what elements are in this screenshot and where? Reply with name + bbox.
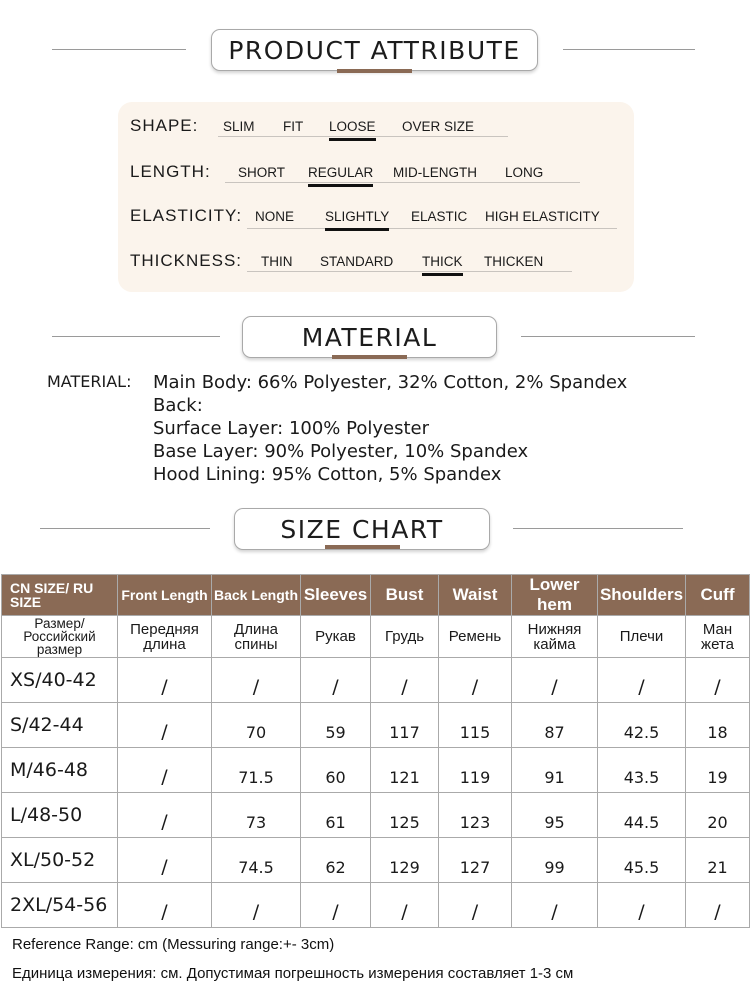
attribute-option: THIN bbox=[261, 254, 293, 269]
title-accent-bar bbox=[332, 355, 407, 359]
column-header-ru: Длина спины bbox=[212, 616, 301, 658]
cell-value: / bbox=[401, 676, 408, 698]
attribute-baseline bbox=[225, 182, 580, 183]
table-cell bbox=[301, 793, 371, 838]
title-rule-right bbox=[563, 49, 695, 50]
cell-value: / bbox=[161, 856, 168, 878]
title-rule-left bbox=[52, 49, 186, 50]
column-header-ru: Размер/ Российский размер bbox=[2, 616, 118, 658]
size-cell: XS/40-42 bbox=[2, 658, 118, 703]
attribute-label: SHAPE: bbox=[130, 116, 199, 135]
section-title-text: MATERIAL bbox=[301, 322, 438, 352]
table-cell bbox=[371, 748, 439, 793]
cell-value: 129 bbox=[389, 857, 420, 877]
table-cell bbox=[118, 883, 212, 928]
table-cell bbox=[212, 748, 301, 793]
attribute-option: STANDARD bbox=[320, 254, 394, 269]
cell-value: 20 bbox=[707, 812, 728, 832]
size-chart-table bbox=[1, 574, 750, 928]
table-cell bbox=[598, 838, 686, 883]
table-cell bbox=[439, 748, 512, 793]
attribute-option: LONG bbox=[505, 165, 544, 180]
column-header: Shoulders bbox=[598, 575, 686, 616]
column-header: Lower hem bbox=[512, 575, 598, 616]
table-row bbox=[2, 883, 750, 928]
table-cell bbox=[598, 703, 686, 748]
table-cell bbox=[439, 703, 512, 748]
table-row bbox=[2, 838, 750, 883]
cell-value: 121 bbox=[389, 767, 420, 787]
attribute-option-selected: SLIGHTLY bbox=[325, 209, 390, 224]
table-cell bbox=[686, 793, 750, 838]
table-cell bbox=[598, 658, 686, 703]
attribute-label: THICKNESS: bbox=[130, 251, 243, 270]
attribute-option: FIT bbox=[283, 119, 304, 134]
table-cell bbox=[439, 838, 512, 883]
table-row bbox=[2, 748, 750, 793]
section-title-material bbox=[242, 316, 497, 358]
title-rule-left bbox=[52, 336, 220, 337]
cell-value: 44.5 bbox=[623, 812, 660, 832]
table-cell bbox=[212, 658, 301, 703]
table-cell bbox=[301, 658, 371, 703]
column-header-ru: Грудь bbox=[371, 616, 439, 658]
attribute-option: SLIM bbox=[223, 119, 255, 134]
table-header-row bbox=[2, 575, 750, 616]
attribute-row-thickness bbox=[130, 251, 620, 281]
attribute-option: HIGH ELASTICITY bbox=[485, 209, 600, 224]
attribute-row-shape bbox=[130, 116, 620, 146]
column-header: Bust bbox=[371, 575, 439, 616]
table-cell bbox=[439, 793, 512, 838]
title-rule-left bbox=[40, 528, 210, 529]
attribute-baseline bbox=[247, 271, 572, 272]
cell-value: 99 bbox=[544, 857, 565, 877]
table-cell bbox=[212, 838, 301, 883]
table-cell bbox=[118, 748, 212, 793]
column-header: Sleeves bbox=[301, 575, 371, 616]
table-cell bbox=[371, 793, 439, 838]
cell-value: 117 bbox=[389, 722, 420, 742]
attribute-baseline bbox=[218, 136, 508, 137]
cell-value: 115 bbox=[459, 722, 491, 742]
table-cell bbox=[598, 883, 686, 928]
table-cell bbox=[439, 883, 512, 928]
cell-value: 19 bbox=[707, 767, 728, 787]
reference-range-note-ru: Единица измерения: см. Допустимая погрешность измерения составляет 1-3 см bbox=[12, 965, 574, 982]
table-row bbox=[2, 793, 750, 838]
cell-value: 59 bbox=[325, 722, 346, 742]
cell-value: / bbox=[252, 676, 260, 698]
table-cell bbox=[301, 838, 371, 883]
attribute-baseline bbox=[247, 228, 617, 229]
column-header-ru: Рукав bbox=[301, 616, 371, 658]
table-cell bbox=[371, 883, 439, 928]
attribute-row-elasticity bbox=[130, 206, 630, 236]
section-title-text: PRODUCT ATTRIBUTE bbox=[228, 35, 521, 65]
column-header-ru: Ремень bbox=[439, 616, 512, 658]
table-row bbox=[2, 703, 750, 748]
table-cell bbox=[371, 703, 439, 748]
cell-value: / bbox=[551, 901, 558, 923]
table-cell bbox=[118, 838, 212, 883]
cell-value: / bbox=[161, 811, 168, 833]
table-cell bbox=[301, 703, 371, 748]
section-title-text: SIZE CHART bbox=[280, 514, 444, 544]
size-cell: XL/50-52 bbox=[2, 838, 118, 883]
table-cell bbox=[686, 838, 750, 883]
cell-value: 60 bbox=[325, 767, 346, 787]
attribute-option: SHORT bbox=[238, 165, 286, 180]
material-line: Surface Layer: 100% Polyester bbox=[153, 418, 429, 439]
column-header-ru: Нижняя кайма bbox=[512, 616, 598, 658]
section-title-product-attribute bbox=[211, 29, 538, 71]
table-row bbox=[2, 658, 750, 703]
attribute-label: LENGTH: bbox=[130, 162, 211, 181]
cell-value: / bbox=[252, 901, 260, 923]
table-cell bbox=[512, 838, 598, 883]
attribute-option: OVER SIZE bbox=[402, 119, 475, 134]
material-line: Hood Lining: 95% Cotton, 5% Spandex bbox=[153, 464, 502, 485]
attribute-row-length bbox=[130, 162, 620, 192]
material-line: Base Layer: 90% Polyester, 10% Spandex bbox=[153, 441, 529, 462]
cell-value: 123 bbox=[459, 812, 491, 832]
cell-value: 119 bbox=[459, 767, 491, 787]
size-table-body bbox=[2, 658, 750, 928]
cell-value: 42.5 bbox=[623, 722, 660, 742]
attribute-option: ELASTIC bbox=[411, 209, 468, 224]
table-cell bbox=[598, 793, 686, 838]
cell-value: 71.5 bbox=[238, 767, 274, 787]
size-cell: S/42-44 bbox=[2, 703, 118, 748]
title-accent-bar bbox=[325, 545, 400, 549]
material-line: Main Body: 66% Polyester, 32% Cotton, 2% Spandex bbox=[153, 372, 628, 393]
section-title-size-chart bbox=[234, 508, 490, 550]
table-cell bbox=[118, 658, 212, 703]
cell-value: / bbox=[161, 721, 168, 743]
attribute-option: THICKEN bbox=[484, 254, 544, 269]
product-attribute-panel bbox=[118, 102, 634, 292]
table-cell bbox=[439, 658, 512, 703]
cell-value: 73 bbox=[245, 812, 267, 832]
column-header: Front Length bbox=[118, 575, 212, 616]
title-rule-right bbox=[513, 528, 683, 529]
cell-value: / bbox=[401, 901, 408, 923]
table-cell bbox=[212, 883, 301, 928]
cell-value: 45.5 bbox=[623, 857, 660, 877]
cell-value: 74.5 bbox=[238, 857, 274, 877]
attribute-label: ELASTICITY: bbox=[130, 206, 243, 225]
table-cell bbox=[512, 703, 598, 748]
cell-value: / bbox=[471, 901, 479, 923]
column-header: Back Length bbox=[212, 575, 301, 616]
cell-value: / bbox=[471, 676, 479, 698]
cell-value: / bbox=[332, 901, 339, 923]
cell-value: 43.5 bbox=[623, 767, 660, 787]
size-cell: 2XL/54-56 bbox=[2, 883, 118, 928]
reference-range-note: Reference Range: cm (Messuring range:+- 3cm) bbox=[12, 936, 335, 953]
attribute-option: NONE bbox=[255, 209, 295, 224]
cell-value: / bbox=[714, 901, 721, 923]
cell-value: 91 bbox=[544, 767, 565, 787]
cell-value: 18 bbox=[707, 722, 728, 742]
column-header: Waist bbox=[439, 575, 512, 616]
column-header-size: CN SIZE/ RU SIZE bbox=[2, 575, 118, 616]
cell-value: 61 bbox=[325, 812, 346, 832]
table-cell bbox=[686, 703, 750, 748]
table-cell bbox=[512, 748, 598, 793]
cell-value: / bbox=[332, 676, 339, 698]
table-cell bbox=[598, 748, 686, 793]
table-cell bbox=[118, 703, 212, 748]
column-header-ru: Передняя длина bbox=[118, 616, 212, 658]
cell-value: / bbox=[161, 901, 168, 923]
table-cell bbox=[512, 883, 598, 928]
table-cell bbox=[371, 838, 439, 883]
title-rule-right bbox=[521, 336, 695, 337]
table-cell bbox=[686, 658, 750, 703]
cell-value: 87 bbox=[544, 722, 565, 742]
cell-value: 62 bbox=[325, 857, 346, 877]
material-label: MATERIAL: bbox=[47, 372, 132, 391]
table-header-row-ru bbox=[2, 616, 750, 658]
column-header: Cuff bbox=[686, 575, 750, 616]
table-cell bbox=[512, 658, 598, 703]
cell-value: / bbox=[161, 766, 168, 788]
title-accent-bar bbox=[337, 69, 412, 73]
table-cell bbox=[686, 748, 750, 793]
attribute-option-selected: LOOSE bbox=[329, 119, 376, 134]
column-header-ru: Ман жета bbox=[686, 616, 750, 658]
cell-value: / bbox=[551, 676, 558, 698]
size-cell: L/48-50 bbox=[2, 793, 118, 838]
table-cell bbox=[301, 748, 371, 793]
material-line: Back: bbox=[153, 395, 203, 416]
table-cell bbox=[301, 883, 371, 928]
table-cell bbox=[118, 793, 212, 838]
cell-value: 127 bbox=[459, 857, 491, 877]
table-cell bbox=[686, 883, 750, 928]
cell-value: / bbox=[161, 676, 168, 698]
table-cell bbox=[212, 793, 301, 838]
cell-value: 125 bbox=[389, 812, 420, 832]
attribute-option-selected: THICK bbox=[422, 254, 463, 269]
table-cell bbox=[212, 703, 301, 748]
attribute-option-selected: REGULAR bbox=[308, 165, 374, 180]
cell-value: 70 bbox=[245, 722, 267, 742]
cell-value: 95 bbox=[544, 812, 565, 832]
cell-value: / bbox=[714, 676, 721, 698]
cell-value: / bbox=[638, 676, 645, 698]
table-cell bbox=[512, 793, 598, 838]
attribute-option: MID-LENGTH bbox=[393, 165, 477, 180]
cell-value: 21 bbox=[707, 857, 728, 877]
size-cell: M/46-48 bbox=[2, 748, 118, 793]
cell-value: / bbox=[638, 901, 645, 923]
column-header-ru: Плечи bbox=[598, 616, 686, 658]
table-cell bbox=[371, 658, 439, 703]
